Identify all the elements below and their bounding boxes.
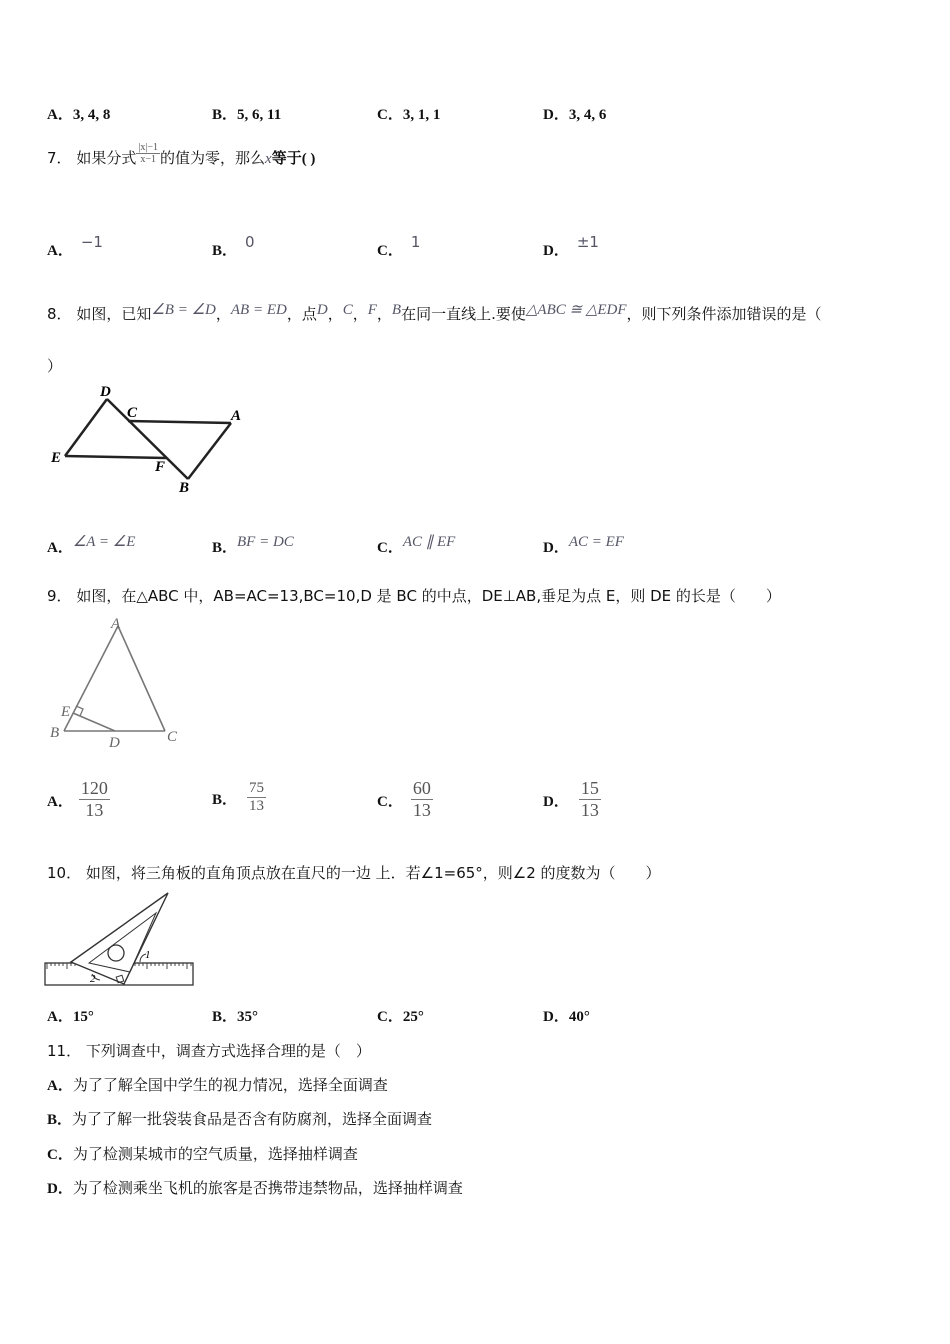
- label-f: F: [155, 459, 166, 475]
- fraction: [247, 780, 266, 815]
- math-expr: C: [342, 302, 353, 318]
- option-letter: D．: [543, 107, 569, 123]
- fraction-numerator: 15: [580, 778, 599, 798]
- option-letter: A．: [47, 243, 73, 259]
- q8-figure: [45, 382, 255, 497]
- q7-stem: [47, 142, 316, 168]
- option-text: AC = EF: [568, 534, 624, 550]
- stem-text: 如图，在△ABC 中，AB=AC=13,BC=10,D 是 BC 的中点，DE⊥AB,垂足为点 E，则 DE 的长是（ ）: [76, 587, 781, 605]
- option-text: 0: [245, 233, 255, 251]
- option-text: 25°: [402, 1009, 424, 1025]
- q11-option-b: [47, 1108, 432, 1129]
- fraction-denominator: x−1: [140, 154, 156, 165]
- option-text: 为了检测乘坐飞机的旅客是否携带违禁物品，选择抽样调查: [72, 1179, 463, 1197]
- stem-text: 的值为零，那么: [160, 149, 266, 167]
- q10-stem: [47, 862, 661, 883]
- q10-option-b: [212, 1005, 258, 1026]
- segment-ab: [188, 423, 231, 479]
- option-text: AC ∥ EF: [402, 534, 456, 550]
- fraction: [79, 778, 110, 821]
- stem-text: ，点: [286, 305, 317, 323]
- option-text: 3, 1, 1: [402, 107, 441, 123]
- segment-ca: [128, 421, 231, 423]
- option-letter: A．: [47, 1078, 73, 1094]
- stem-text: 如图，已知: [76, 305, 152, 323]
- label-d: D: [100, 384, 111, 400]
- q10-option-a: [47, 1005, 94, 1026]
- variable: x: [265, 151, 272, 167]
- option-text: BF = DC: [237, 534, 294, 550]
- stem-text: 下列调查中，调查方式选择合理的是（ ）: [85, 1042, 371, 1060]
- q8-stem: [47, 303, 822, 324]
- option-letter: C．: [377, 107, 403, 123]
- option-text: 为了了解一批袋装食品是否含有防腐剂，选择全面调查: [72, 1110, 433, 1128]
- option-letter: B．: [212, 1009, 238, 1025]
- fraction-denominator: 13: [580, 800, 599, 820]
- stem-text: 等于( ): [271, 151, 316, 167]
- question-number: 11．: [47, 1042, 82, 1060]
- option-letter: C．: [377, 793, 403, 810]
- set-square-hole: [108, 945, 124, 961]
- q9-option-b: [212, 780, 266, 815]
- label-c: C: [127, 405, 138, 421]
- q6-option-c: [377, 103, 440, 124]
- option-letter: B．: [212, 540, 238, 556]
- option-letter: D．: [543, 243, 569, 259]
- stem-text: 在同一直线上.要使: [401, 305, 526, 323]
- option-letter: B．: [212, 791, 238, 808]
- option-letter: A．: [47, 793, 73, 810]
- q8-stem-close: [47, 355, 62, 376]
- option-text: 35°: [237, 1009, 259, 1025]
- option-text: 3, 4, 6: [568, 107, 607, 123]
- label-e: E: [51, 450, 62, 466]
- option-text: 5, 6, 11: [237, 107, 282, 123]
- q9-figure: [45, 614, 190, 750]
- q8-option-d: [543, 536, 624, 557]
- q9-stem: [47, 585, 781, 606]
- label-c: C: [167, 729, 178, 745]
- q8-option-a: [47, 536, 135, 557]
- side-ac: [118, 626, 165, 731]
- option-text: 为了检测某城市的空气质量，选择抽样调查: [72, 1145, 358, 1163]
- punct: ，: [352, 305, 368, 323]
- segment-de: [73, 713, 115, 731]
- stem-text: ，则下列条件添加错误的是（: [626, 305, 822, 323]
- option-letter: D．: [543, 793, 569, 810]
- q11-option-c: [47, 1143, 358, 1164]
- q7-option-a: [47, 233, 103, 260]
- label-a: A: [231, 408, 242, 424]
- option-text: 3, 4, 8: [72, 107, 111, 123]
- q10-figure: [44, 890, 196, 990]
- label-angle-1: 1: [145, 949, 151, 961]
- segment-db: [107, 399, 188, 479]
- fraction-denominator: 13: [85, 800, 104, 820]
- q9-option-d: [543, 778, 601, 821]
- option-letter: B．: [47, 1112, 73, 1128]
- segment-ed: [65, 399, 107, 456]
- stem-text: 如图，将三角板的直角顶点放在直尺的一边 上．若∠1=65°，则∠2 的度数为（ ）: [85, 864, 661, 882]
- math-expr: F: [367, 302, 377, 318]
- fraction: [136, 142, 160, 165]
- option-text: 15°: [72, 1009, 94, 1025]
- option-letter: D．: [47, 1181, 73, 1197]
- math-expr: AB = ED: [230, 302, 287, 318]
- fraction: [411, 778, 433, 821]
- label-e: E: [61, 704, 71, 720]
- option-letter: D．: [543, 540, 569, 556]
- option-letter: B．: [212, 107, 238, 123]
- q7-option-b: [212, 233, 255, 260]
- option-letter: C．: [377, 243, 403, 259]
- stem-text: ）: [47, 357, 63, 375]
- option-text: −1: [80, 233, 103, 251]
- option-letter: B．: [212, 243, 238, 259]
- option-letter: C．: [47, 1147, 73, 1163]
- math-expr: B: [391, 302, 402, 318]
- q6-option-a: [47, 103, 110, 124]
- option-text: ±1: [576, 233, 599, 251]
- option-text: 1: [410, 233, 421, 251]
- option-text: 40°: [568, 1009, 590, 1025]
- label-a: A: [111, 616, 121, 632]
- fraction-numerator: 60: [412, 778, 431, 798]
- fraction-numerator: |x|−1: [138, 142, 158, 153]
- question-number: 7．: [47, 149, 72, 167]
- fraction-numerator: 120: [80, 778, 108, 798]
- math-expr: D: [316, 302, 328, 318]
- q6-option-d: [543, 103, 606, 124]
- q7-option-d: [543, 233, 599, 260]
- option-text: ∠A = ∠E: [72, 534, 136, 550]
- question-number: 9．: [47, 587, 72, 605]
- label-b: B: [179, 480, 190, 496]
- q9-option-c: [377, 778, 433, 821]
- label-d: D: [109, 735, 120, 750]
- fraction-numerator: 75: [249, 780, 265, 796]
- punct: ，: [327, 305, 343, 323]
- question-number: 8．: [47, 305, 72, 323]
- q10-option-c: [377, 1005, 424, 1026]
- option-letter: D．: [543, 1009, 569, 1025]
- math-expr: ∠B = ∠D: [151, 302, 216, 318]
- fraction: [579, 778, 601, 821]
- label-angle-2: 2: [90, 973, 96, 985]
- punct: ，: [376, 305, 392, 323]
- stem-text: 如果分式: [76, 149, 137, 167]
- option-letter: C．: [377, 540, 403, 556]
- q11-stem: [47, 1040, 371, 1061]
- segment-ef: [65, 456, 166, 458]
- side-ab: [64, 626, 118, 731]
- q11-option-a: [47, 1074, 388, 1095]
- fraction-denominator: 13: [249, 798, 265, 814]
- question-number: 10．: [47, 864, 82, 882]
- option-letter: A．: [47, 107, 73, 123]
- q6-option-b: [212, 103, 281, 124]
- label-b: B: [50, 725, 60, 741]
- option-letter: A．: [47, 540, 73, 556]
- q8-option-c: [377, 536, 455, 557]
- q8-option-b: [212, 536, 294, 557]
- fraction-denominator: 13: [412, 800, 431, 820]
- punct: ，: [215, 305, 231, 323]
- q9-option-a: [47, 778, 110, 821]
- q11-option-d: [47, 1177, 463, 1198]
- q10-option-d: [543, 1005, 590, 1026]
- option-text: 为了了解全国中学生的视力情况，选择全面调查: [72, 1076, 388, 1094]
- option-letter: C．: [377, 1009, 403, 1025]
- math-expr: △ABC ≅ △EDF: [525, 302, 627, 318]
- option-letter: A．: [47, 1009, 73, 1025]
- q7-option-c: [377, 233, 421, 260]
